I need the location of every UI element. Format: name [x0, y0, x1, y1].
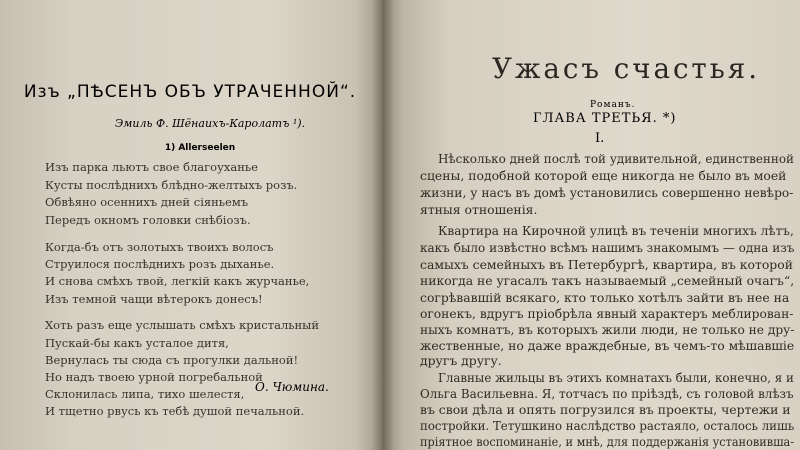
poem-line: Изъ темной чащи вѣтерокъ донесъ!	[45, 292, 263, 306]
prose-line: сцены, подобной которой еще никогда не было въ моей	[420, 168, 787, 183]
prose-line: другъ другу.	[420, 353, 502, 368]
poem-author: Эмиль Ф. Шёнаихъ-Каролатъ ¹).	[114, 117, 306, 130]
prose-line: Квартира на Кирочной улицѣ въ теченіи многихъ лѣтъ,	[438, 223, 794, 238]
prose-line: ныхъ комнатъ, въ которыхъ жили люди, не только не дру-	[420, 322, 795, 337]
poem-line: Когда-бъ отъ золотыхъ твоихъ волосъ	[45, 240, 274, 254]
prose-line: огонекъ, вдругъ пріобрѣла явный характеръ меблирован-	[420, 306, 794, 321]
prose-line: жизни, у насъ въ домѣ установились совершенно невѣро-	[420, 185, 794, 200]
poem-line: Склонилась липа, тихо шелестя,	[45, 387, 245, 401]
prose-line: Главные жильцы въ этихъ комнатахъ были, конечно, я и	[438, 370, 794, 385]
book-gutter	[372, 0, 394, 450]
prose-line: самыхъ семейныхъ въ Петербургѣ, квартира, въ которой	[420, 257, 793, 272]
prose-line: ятныя отношенія.	[420, 202, 538, 217]
novel-genre: Романъ.	[590, 100, 636, 110]
prose-line: постройки. Тетушкино наслѣдство растаяло, осталось лишь	[420, 418, 795, 433]
poem-line: Передъ окномъ головки снѣбіозъ.	[45, 213, 251, 227]
poem-epigraph: 1) Allerseelen	[164, 143, 236, 153]
chapter-heading: ГЛАВА ТРЕТЬЯ. *)	[533, 111, 677, 126]
prose-line: жественные, но даже враждебные, въ чемъ-то мѣшавшіе	[420, 338, 795, 353]
prose-line: какъ было извѣстно всѣмъ нашимъ знакомымъ — одна изъ	[420, 240, 795, 255]
poem-title: Изъ „ПѢСЕНЪ ОБЪ УТРАЧЕННОЙ“.	[23, 82, 357, 102]
poem-signature: О. Чюмина.	[255, 380, 329, 394]
prose-line: въ свои дѣла и опять погрузился въ проекты, чертежи и	[420, 402, 791, 417]
poem-line: Изъ парка льютъ свое благоуханье	[45, 160, 258, 174]
prose-line: никогда не угасалъ такъ называемый „семейный очагъ“,	[420, 273, 795, 288]
poem-line: Хоть разъ еще услышать смѣхъ кристальный	[45, 318, 320, 332]
poem-line: Обвѣяно осеннихъ дней сіяньемъ	[45, 195, 249, 209]
prose-line: Ольга Васильевна. Я, тотчасъ по пріѣздѣ, съ головой влѣзъ	[420, 386, 794, 401]
prose-line: пріятное воспоминаніе, и мнѣ, для поддержанія установивша-	[420, 434, 795, 449]
poem-line: Пускай-бы какъ усталое дитя,	[45, 336, 229, 350]
poem-line: Струилося послѣднихъ розъ дыханье.	[45, 257, 275, 271]
poem-line: И снова смѣхъ твой, легкій какъ журчанье,	[45, 274, 310, 288]
poem-line: Но надъ твоею урной погребальной	[45, 370, 263, 384]
novel-title: Ужасъ счастья.	[492, 52, 760, 85]
poem-line: И тщетно рвусь къ тебѣ душой печальной.	[45, 404, 305, 418]
poem-line: Кусты послѣднихъ блѣдно-желтыхъ розъ.	[45, 178, 298, 192]
section-number: I.	[595, 131, 605, 146]
poem-line: Вернулась ты сюда съ прогулки дальной!	[45, 353, 299, 367]
prose-line: Нѣсколько дней послѣ той удивительной, единственной	[438, 151, 795, 166]
prose-line: согрѣвавшій всякаго, кто только хотѣлъ зайти въ нее на	[420, 290, 790, 305]
